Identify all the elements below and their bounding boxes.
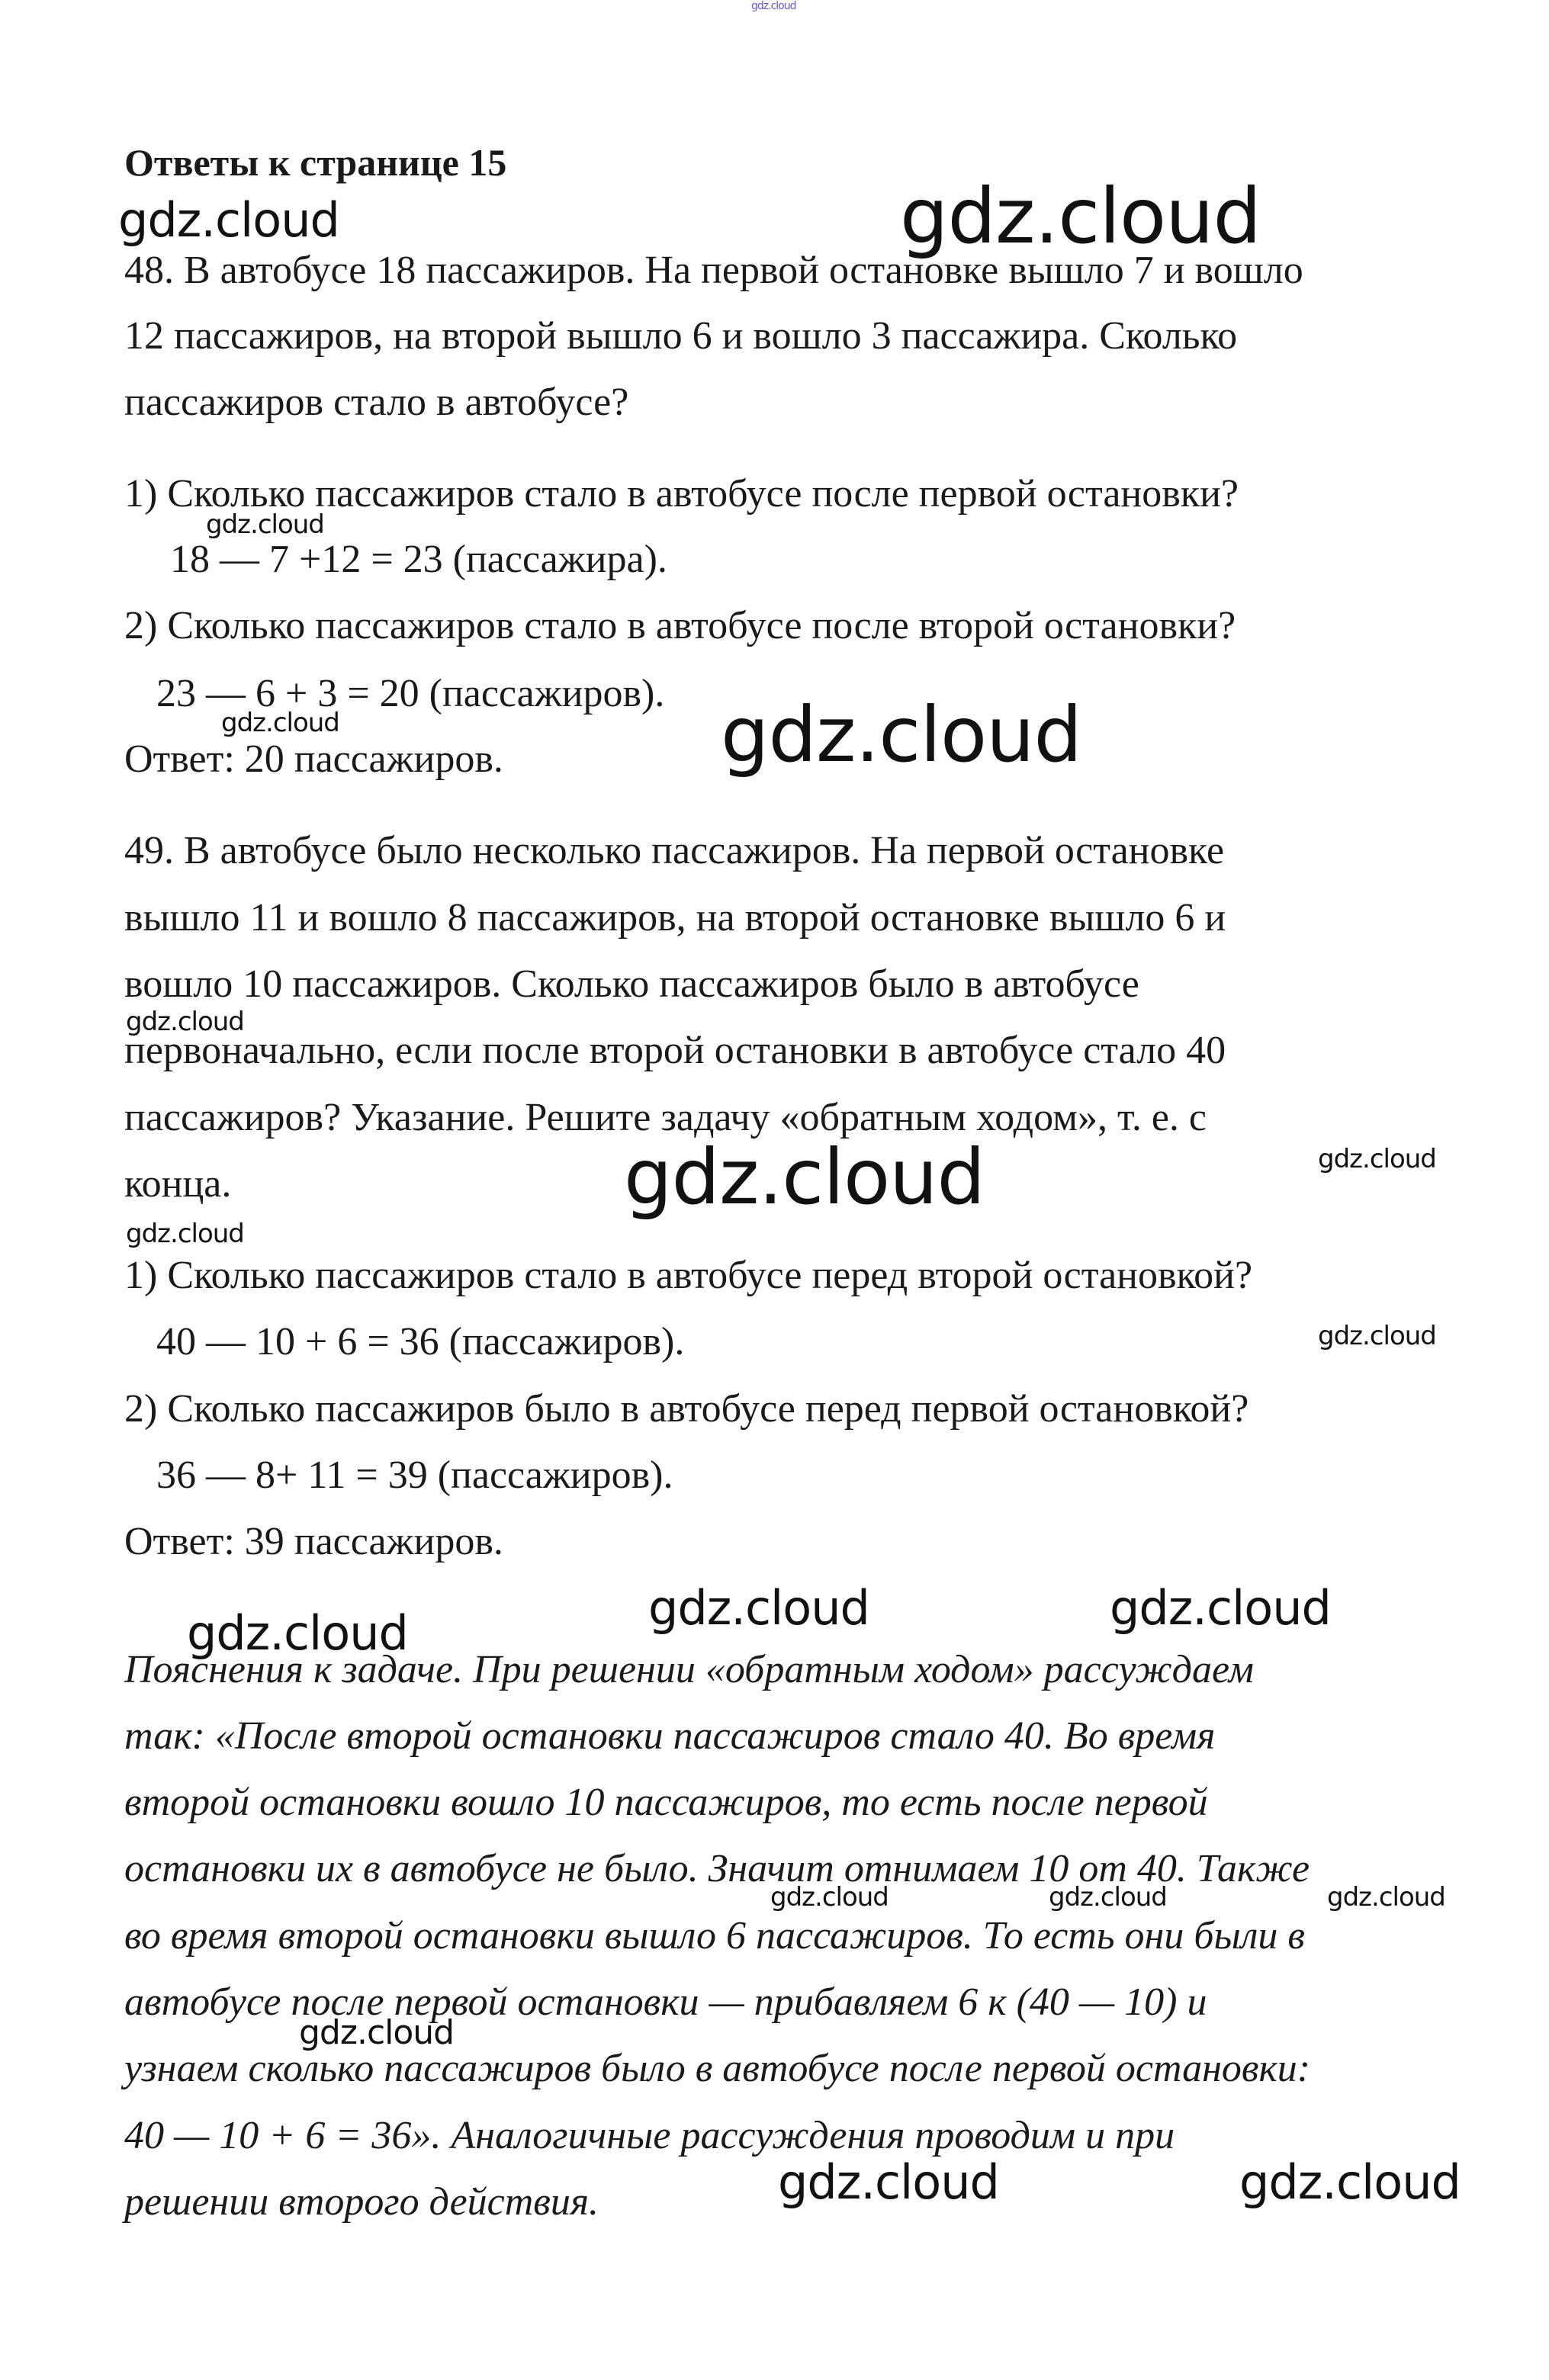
- watermark: gdz.cloud: [648, 1580, 869, 1636]
- task48-question-1: 1) Сколько пассажиров стало в автобусе после первой остановки?: [124, 472, 1239, 516]
- watermark: gdz.cloud: [770, 1882, 889, 1913]
- watermark: gdz.cloud: [1049, 1882, 1167, 1913]
- task48-text-line: 48. В автобусе 18 пассажиров. На первой остановке вышло 7 и вошло: [124, 249, 1303, 292]
- watermark: gdz.cloud: [299, 2013, 455, 2052]
- explanation-line: во время второй остановки вышло 6 пассажиров. То есть они были в: [124, 1914, 1305, 1958]
- task48-equation-2: 23 — 6 + 3 = 20 (пассажиров).: [156, 672, 665, 715]
- watermark: gdz.cloud: [1318, 1144, 1436, 1174]
- explanation-line: узнаем сколько пассажиров было в автобусе после первой остановки:: [124, 2047, 1311, 2090]
- task49-text-line: 49. В автобусе было несколько пассажиров. На первой остановке: [124, 829, 1225, 872]
- watermark: gdz.cloud: [118, 192, 339, 248]
- task48-question-2: 2) Сколько пассажиров стало в автобусе после второй остановки?: [124, 604, 1236, 647]
- task49-text-line: первоначально, если после второй остановки в автобусе стало 40: [124, 1029, 1226, 1072]
- page-heading: Ответы к странице 15: [124, 141, 507, 184]
- task48-text-line: 12 пассажиров, на второй вышло 6 и вошло 3 пассажира. Сколько: [124, 314, 1238, 358]
- watermark: gdz.cloud: [126, 1007, 244, 1037]
- task49-question-1: 1) Сколько пассажиров стало в автобусе перед второй остановкой?: [124, 1254, 1253, 1297]
- task49-text-line: пассажиров? Указание. Решите задачу «обратным ходом», т. е. с: [124, 1096, 1207, 1139]
- explanation-line: так: «После второй остановки пассажиров стало 40. Во время: [124, 1714, 1216, 1758]
- explanation-line: 40 — 10 + 6 = 36». Аналогичные рассуждения проводим и при: [124, 2114, 1175, 2157]
- watermark: gdz.cloud: [624, 1132, 985, 1222]
- watermark: gdz.cloud: [221, 708, 339, 738]
- watermark: gdz.cloud: [1327, 1882, 1445, 1913]
- task49-equation-1: 40 — 10 + 6 = 36 (пассажиров).: [156, 1320, 685, 1363]
- explanation-line: Пояснения к задаче. При решении «обратным ходом» рассуждаем: [124, 1648, 1254, 1691]
- task49-equation-2: 36 — 8+ 11 = 39 (пассажиров).: [156, 1453, 673, 1497]
- explanation-line: решении второго действия.: [124, 2180, 599, 2224]
- task48-equation-1: 18 — 7 +12 = 23 (пассажира).: [170, 538, 667, 581]
- watermark: gdz.cloud: [778, 2154, 999, 2210]
- task49-text-line: вышло 11 и вошло 8 пассажиров, на второй остановке вышло 6 и: [124, 896, 1226, 939]
- task49-answer: Ответ: 39 пассажиров.: [124, 1520, 503, 1563]
- watermark: gdz.cloud: [1110, 1580, 1331, 1636]
- watermark: gdz.cloud: [721, 690, 1082, 779]
- header-watermark: gdz.cloud: [751, 0, 796, 12]
- watermark: gdz.cloud: [187, 1605, 408, 1661]
- explanation-line: автобусе после первой остановки — прибавляем 6 к (40 — 10) и: [124, 1980, 1207, 2024]
- task48-answer: Ответ: 20 пассажиров.: [124, 737, 503, 781]
- watermark: gdz.cloud: [126, 1219, 244, 1249]
- watermark: gdz.cloud: [1318, 1321, 1436, 1351]
- explanation-line: второй остановки вошло 10 пассажиров, то есть после первой: [124, 1781, 1208, 1824]
- watermark: gdz.cloud: [206, 509, 324, 540]
- task48-text-line: пассажиров стало в автобусе?: [124, 381, 629, 424]
- task49-question-2: 2) Сколько пассажиров было в автобусе перед первой остановкой?: [124, 1387, 1249, 1431]
- watermark: gdz.cloud: [900, 172, 1261, 261]
- task49-text-line: конца.: [124, 1162, 232, 1206]
- task49-text-line: вошло 10 пассажиров. Сколько пассажиров было в автобусе: [124, 962, 1139, 1006]
- watermark: gdz.cloud: [1239, 2154, 1461, 2210]
- explanation-line: остановки их в автобусе не было. Значит отнимаем 10 от 40. Также: [124, 1847, 1310, 1890]
